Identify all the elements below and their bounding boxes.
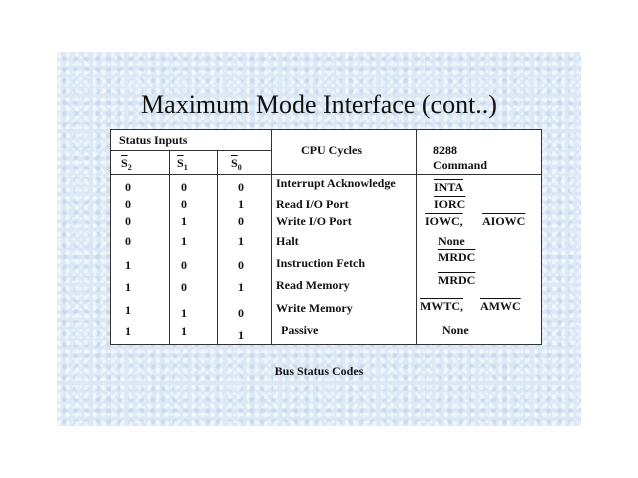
row-s2: 1 bbox=[125, 258, 131, 272]
table-caption: Bus Status Codes bbox=[274, 364, 364, 378]
row-s1: 1 bbox=[181, 324, 187, 338]
row-s1: 1 bbox=[181, 214, 187, 228]
row-cycle: Halt bbox=[276, 234, 299, 248]
row-s2: 1 bbox=[125, 324, 131, 338]
command-header-line2: Command bbox=[433, 158, 488, 172]
row-s2: 1 bbox=[125, 280, 131, 294]
row-s2: 0 bbox=[125, 180, 131, 194]
row-divider bbox=[111, 150, 271, 151]
row-cycle: Write I/O Port bbox=[276, 214, 352, 228]
cpu-cycles-header: CPU Cycles bbox=[301, 143, 362, 157]
slide-title: Maximum Mode Interface (cont..) bbox=[141, 90, 497, 119]
row-cycle: Passive bbox=[281, 323, 319, 337]
row-s2: 0 bbox=[125, 234, 131, 248]
row-cycle: Read I/O Port bbox=[276, 197, 349, 211]
s1-header: $\overline{S}_1$ bbox=[177, 156, 188, 172]
row-s1: 0 bbox=[181, 280, 187, 294]
row-command: MRDC bbox=[438, 250, 476, 264]
row-s1: 0 bbox=[181, 180, 187, 194]
row-command: MRDC bbox=[438, 273, 476, 287]
row-s0: 0 bbox=[238, 214, 244, 228]
row-s1: 1 bbox=[181, 306, 187, 320]
row-command: None bbox=[438, 234, 465, 248]
col-divider bbox=[217, 150, 218, 344]
row-s0: 1 bbox=[238, 234, 244, 248]
row-s0: 1 bbox=[238, 328, 244, 342]
row-cycle: Read Memory bbox=[276, 278, 350, 292]
col-divider bbox=[271, 130, 272, 344]
row-command: None bbox=[442, 323, 469, 337]
bus-status-table bbox=[110, 129, 542, 345]
row-command-alt: AMWC bbox=[480, 299, 521, 313]
command-header-line1: 8288 bbox=[433, 143, 457, 157]
row-cycle: Interrupt Acknowledge bbox=[276, 176, 396, 190]
row-s1: 1 bbox=[181, 234, 187, 248]
row-command: MWTC, bbox=[420, 299, 463, 313]
row-command: IORC bbox=[434, 197, 466, 211]
row-divider bbox=[111, 174, 541, 175]
row-s0: 0 bbox=[238, 180, 244, 194]
col-divider bbox=[169, 150, 170, 344]
row-cycle: Write Memory bbox=[276, 301, 353, 315]
row-s0: 1 bbox=[238, 197, 244, 211]
row-command: INTA bbox=[434, 180, 464, 194]
s2-header: $\overline{S}_2$ bbox=[121, 156, 132, 172]
status-inputs-header: Status Inputs bbox=[119, 133, 188, 147]
row-s2: 1 bbox=[125, 303, 131, 317]
row-command-alt: AIOWC bbox=[482, 214, 526, 228]
row-s2: 0 bbox=[125, 197, 131, 211]
s0-header: $\overline{S}_0$ bbox=[231, 156, 242, 172]
row-s1: 0 bbox=[181, 258, 187, 272]
row-s0: 1 bbox=[238, 280, 244, 294]
col-divider bbox=[416, 130, 417, 344]
row-s0: 0 bbox=[238, 306, 244, 320]
row-command: IOWC, bbox=[425, 214, 463, 228]
row-s1: 0 bbox=[181, 197, 187, 211]
row-s0: 0 bbox=[238, 258, 244, 272]
row-cycle: Instruction Fetch bbox=[276, 256, 365, 270]
slide-background bbox=[57, 52, 581, 426]
row-s2: 0 bbox=[125, 214, 131, 228]
